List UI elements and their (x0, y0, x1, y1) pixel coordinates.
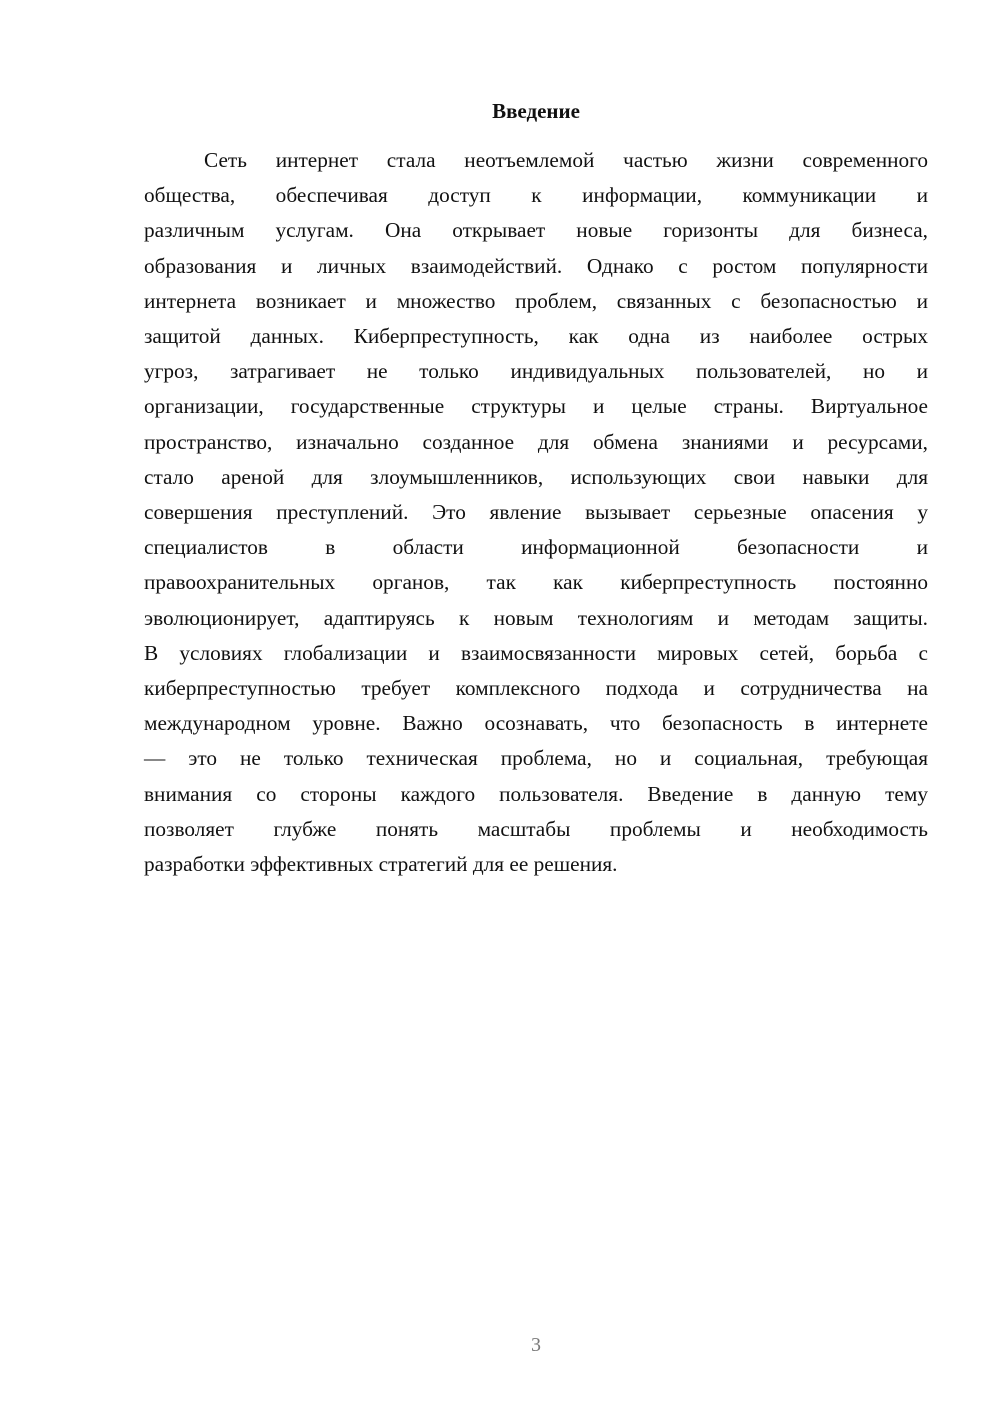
paragraph-line: интернета возникает и множество проблем, связанных с безопасностью и (144, 288, 928, 313)
paragraph-line: образования и личных взаимодействий. Однако с ростом популярности (144, 253, 928, 278)
paragraph-line: киберпреступностью требует комплексного подхода и сотрудничества на (144, 676, 928, 701)
paragraph-line: — это не только техническая проблема, но и социальная, требующая (144, 746, 928, 771)
paragraph-line: специалистов в области информационной безопасности и (144, 535, 928, 560)
paragraph-line: позволяет глубже понять масштабы проблемы и необходимость (144, 816, 928, 841)
introduction-paragraph (144, 143, 928, 882)
paragraph-line: разработки эффективных стратегий для ее решения. (144, 852, 618, 877)
paragraph-line: международном уровне. Важно осознавать, что безопасность в интернете (144, 711, 928, 736)
paragraph-line: угроз, затрагивает не только индивидуальных пользователей, но и (144, 359, 928, 384)
paragraph-line: Сеть интернет стала неотъемлемой частью жизни современного (204, 148, 928, 172)
paragraph-line: общества, обеспечивая доступ к информации, коммуникации и (144, 183, 928, 208)
paragraph-line: организации, государственные структуры и целые страны. Виртуальное (144, 394, 928, 419)
paragraph-line: защитой данных. Киберпреступность, как одна из наиболее острых (144, 324, 928, 349)
page-number: 3 (531, 1334, 541, 1356)
paragraph-line: различным услугам. Она открывает новые горизонты для бизнеса, (144, 218, 928, 243)
paragraph-line: правоохранительных органов, так как киберпреступность постоянно (144, 570, 928, 595)
paragraph-line: внимания со стороны каждого пользователя. Введение в данную тему (144, 781, 928, 806)
paragraph-line: В условиях глобализации и взаимосвязанности мировых сетей, борьба с (144, 640, 928, 665)
paragraph-line: стало ареной для злоумышленников, использующих свои навыки для (144, 464, 928, 489)
section-heading: Введение (492, 99, 580, 123)
paragraph-line: эволюционирует, адаптируясь к новым технологиям и методам защиты. (144, 605, 928, 630)
paragraph-line: пространство, изначально созданное для обмена знаниями и ресурсами, (144, 429, 928, 454)
paragraph-line: совершения преступлений. Это явление вызывает серьезные опасения у (144, 500, 928, 525)
